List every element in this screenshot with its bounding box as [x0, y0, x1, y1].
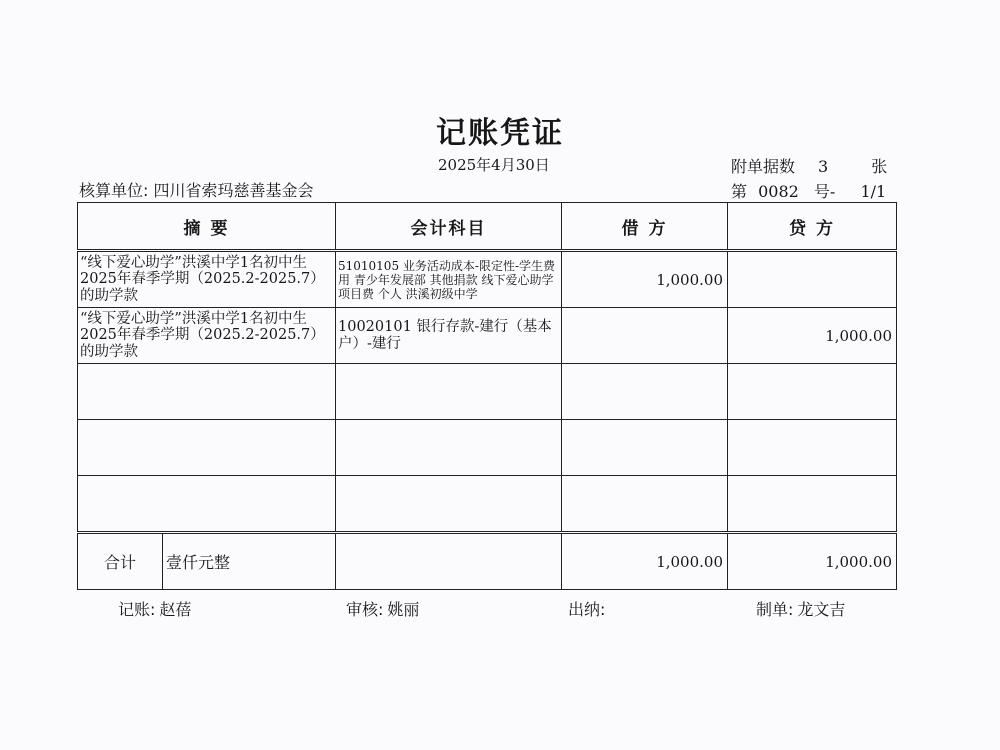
reviewer-label: 审核:: [346, 600, 384, 619]
cashier-label: 出纳:: [568, 600, 606, 619]
empty-cell: [336, 420, 562, 476]
empty-cell: [78, 364, 336, 420]
empty-cell: [78, 420, 336, 476]
attachment-count: [731, 154, 887, 177]
total-label: 合计: [78, 534, 163, 589]
empty-cell: [728, 420, 897, 476]
bookkeeper-name: 赵蓓: [159, 600, 192, 619]
reviewer-name: 姚丽: [387, 600, 420, 619]
total-debit: 1,000.00: [562, 533, 728, 590]
bookkeeper-signature: [118, 597, 191, 620]
total-credit: 1,000.00: [728, 533, 897, 590]
cashier-signature: [568, 597, 609, 620]
bookkeeper-label: 记账:: [118, 600, 156, 619]
table-row: [78, 251, 897, 308]
row-account: 10020101 银行存款-建行（基本户）-建行: [336, 308, 562, 364]
preparer-label: 制单:: [756, 600, 794, 619]
header-summary: 摘 要: [78, 203, 336, 251]
row-summary: “线下爱心助学”洪溪中学1名初中生2025年春季学期（2025.2-2025.7）的助学款: [78, 308, 336, 364]
empty-cell: [336, 476, 562, 533]
header-account: 会计科目: [336, 203, 562, 251]
empty-cell: [562, 364, 728, 420]
table-row-empty: [78, 364, 897, 420]
voucher-number-prefix: 第: [731, 182, 748, 201]
voucher-title: 记账凭证: [436, 116, 564, 151]
attachment-number: 3: [818, 157, 829, 176]
row-account: 51010105 业务活动成本-限定性-学生费用 青少年发展部 其他捐款 线下爱心助学 项目费 个人 洪溪初级中学: [336, 251, 562, 308]
voucher-number-suffix: 号-: [813, 182, 836, 201]
total-cell: [78, 533, 336, 590]
table-row: [78, 308, 897, 364]
empty-cell: [78, 476, 336, 533]
row-debit: [562, 308, 728, 364]
voucher-page: 1/1: [860, 182, 887, 201]
row-credit: [728, 251, 897, 308]
preparer-signature: [756, 597, 845, 620]
header-debit: 借 方: [562, 203, 728, 251]
total-row: [78, 533, 897, 590]
empty-cell: [728, 364, 897, 420]
empty-cell: [562, 476, 728, 533]
accounting-unit: [79, 178, 314, 201]
accounting-unit-name: 四川省索玛慈善基金会: [153, 181, 314, 200]
attachment-label: 附单据数: [731, 157, 796, 176]
row-summary: “线下爱心助学”洪溪中学1名初中生2025年春季学期（2025.2-2025.7）的助学款: [78, 251, 336, 308]
voucher-number: [731, 179, 886, 202]
table-row-empty: [78, 476, 897, 533]
preparer-name: 龙文吉: [797, 600, 846, 619]
header-credit: 贷 方: [728, 203, 897, 251]
voucher-table: [77, 202, 897, 590]
empty-cell: [728, 476, 897, 533]
reviewer-signature: [346, 597, 419, 620]
accounting-unit-label: 核算单位:: [79, 181, 149, 200]
empty-cell: [562, 420, 728, 476]
row-credit: 1,000.00: [728, 308, 897, 364]
voucher-number-value: 0082: [758, 182, 799, 201]
row-debit: 1,000.00: [562, 251, 728, 308]
empty-cell: [336, 364, 562, 420]
table-row-empty: [78, 420, 897, 476]
total-words: 壹仟元整: [166, 553, 231, 572]
voucher-date: 2025年4月30日: [438, 156, 550, 174]
total-account-cell: [336, 533, 562, 590]
attachment-unit: 张: [871, 157, 888, 176]
table-header-row: [78, 203, 897, 251]
